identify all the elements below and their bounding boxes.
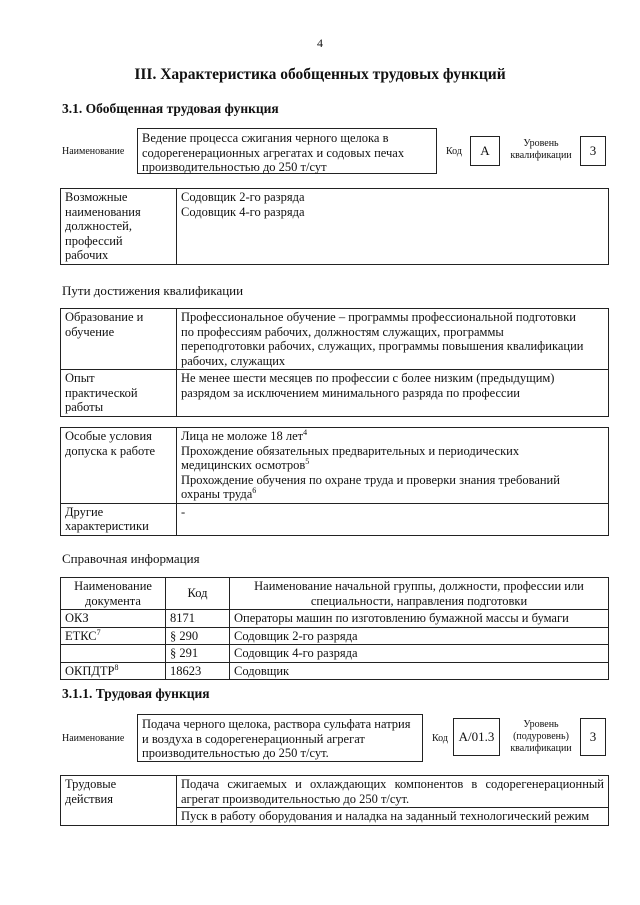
ref-doc: [61, 645, 166, 663]
gtf-name-line: содорегенерационных агрегатах и содовых печах: [142, 145, 405, 160]
ref-doc: ОКПДТР$^8$: [61, 662, 166, 680]
tf-level-label: Уровень (подуровень) квалификации: [510, 719, 572, 754]
tf-name-line: Подача черного щелока, раствора сульфата натрия: [142, 717, 411, 731]
special-conditions-row: [61, 428, 609, 504]
table-row: [61, 645, 609, 663]
conditions-table: [60, 427, 609, 536]
positions-label: Возможные наименования должностей, профессий рабочих: [61, 189, 177, 265]
ref-name: Содовщик 4-го разряда: [230, 645, 609, 663]
table-row: [61, 627, 609, 645]
position-item: Содовщик 2-го разряда: [181, 190, 305, 204]
ref-name: Операторы машин по изготовлению бумажной массы и бумаги: [230, 610, 609, 628]
ref-doc: ОКЗ: [61, 610, 166, 628]
footnote-ref: 4: [303, 427, 308, 437]
ref-code: 8171: [166, 610, 230, 628]
ref-name: Содовщик 2-го разряда: [230, 627, 609, 645]
positions-table: [60, 188, 609, 265]
header-code: Код: [166, 578, 230, 610]
special-conditions-label: Особые условия допуска к работе: [61, 428, 177, 504]
gtf-code-value: А: [470, 136, 500, 166]
education-table: [60, 308, 609, 417]
header-name: Наименование начальной группы, должности, профессии или специальности, направления подготовки: [230, 578, 609, 610]
tf-code-label: Код: [432, 733, 448, 744]
table-row: [61, 662, 609, 680]
other-characteristics-row: [61, 503, 609, 535]
other-characteristics-label: Другие характеристики: [61, 503, 177, 535]
positions-row: [61, 189, 609, 265]
positions-values: [177, 189, 609, 265]
education-value: Профессиональное обучение – программы профессиональной подготовки по профессиям рабочих, должностям служащих, программы переподготовки рабочих, служащих, программы повышения квалификации рабочих, служащих: [177, 309, 609, 370]
tf-name-line: и воздуха в содорегенерационный агрегат: [142, 731, 365, 746]
position-item: Содовщик 4-го разряда: [181, 204, 305, 219]
footnote-ref: 8: [114, 662, 119, 672]
page-number: 4: [317, 36, 323, 50]
tf-level-value: 3: [580, 718, 606, 756]
ref-code: § 290: [166, 627, 230, 645]
gtf-name-box: [137, 128, 437, 174]
gtf-heading: 3.1. Обобщенная трудовая функция: [62, 101, 279, 116]
header-doc: Наименование документа: [61, 578, 166, 610]
tf-name-line: производительностью до 250 т/сут.: [142, 746, 329, 760]
gtf-name-line: Ведение процесса сжигания черного щелока в: [142, 131, 389, 145]
other-characteristics-value: -: [177, 503, 609, 535]
gtf-level-value: 3: [580, 136, 606, 166]
tf-name-label: Наименование: [62, 733, 125, 744]
labor-actions-label: Трудовые действия: [61, 776, 177, 826]
reference-table: [60, 577, 609, 680]
footnote-ref: 6: [252, 485, 257, 495]
gtf-name-line: производительностью до 250 т/сут: [142, 160, 327, 174]
labor-actions-table: [60, 775, 609, 826]
ref-code: § 291: [166, 645, 230, 663]
ref-name: Содовщик: [230, 662, 609, 680]
experience-label: Опыт практической работы: [61, 370, 177, 417]
qualification-paths-title: Пути достижения квалификации: [62, 283, 244, 298]
gtf-name-label: Наименование: [62, 146, 125, 157]
ref-code: 18623: [166, 662, 230, 680]
experience-value: Не менее шести месяцев по профессии с более низким (предыдущим) разрядом за исключением минимального разряда по профессии: [177, 370, 609, 417]
experience-row: [61, 370, 609, 417]
gtf-level-label: Уровень квалификации: [510, 138, 572, 161]
labor-action-item: Подача сжигаемых и охлаждающих компонентов в содорегенерационный агрегат производительностью до 250 т/сут.: [177, 776, 609, 808]
footnote-ref: 7: [96, 627, 101, 637]
education-label: Образование и обучение: [61, 309, 177, 370]
labor-action-row: [61, 776, 609, 808]
tf-heading: 3.1.1. Трудовая функция: [62, 686, 210, 701]
tf-code-value: А/01.3: [453, 718, 500, 756]
table-row: [61, 610, 609, 628]
reference-header-row: [61, 578, 609, 610]
labor-action-item: Пуск в работу оборудования и наладка на заданный технологический режим: [177, 808, 609, 826]
tf-name-box: [137, 714, 423, 762]
section-title: III. Характеристика обобщенных трудовых функций: [134, 66, 506, 83]
education-row: [61, 309, 609, 370]
special-conditions-value: Лица не моложе 18 лет$^4$ Прохождение обязательных предварительных и периодических медицинских осмотров$^5$ Прохождение обучения по охране труда и проверки знания требований охраны труда$^6$: [177, 428, 609, 504]
footnote-ref: 5: [305, 456, 310, 466]
ref-doc: ЕТКС$^7$: [61, 627, 166, 645]
gtf-code-label: Код: [446, 146, 462, 157]
reference-title: Справочная информация: [62, 551, 200, 566]
